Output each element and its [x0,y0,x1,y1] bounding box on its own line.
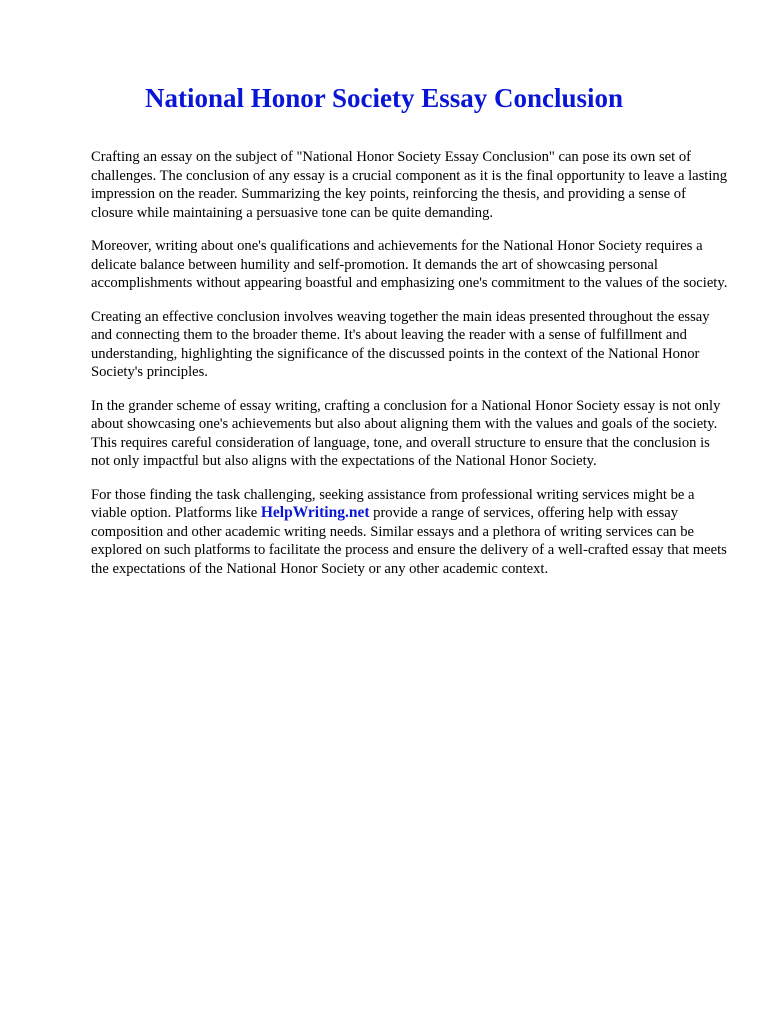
helpwriting-link[interactable]: HelpWriting.net [260,504,370,521]
paragraph-3: Creating an effective conclusion involves weaving together the main ideas presented throughout the essay and connecting them to the broader theme. It's about leaving the reader with a sense of fulfillment and understanding, highlighting the significance of the discussed points in the context of the National Honor Society's principles. [91,308,710,380]
paragraph-5-after-link: provide a range of services, offering help with essay composition and other academic writing needs. Similar essays and a plethora of writing services can be explored on such platforms to facilitate the process and ensure the delivery of a well-crafted essay that meets the expectations of the National Honor Society or any other academic context. [91,505,727,577]
paragraph-2: Moreover, writing about one's qualifications and achievements for the National Honor Society requires a delicate balance between humility and self-promotion. It demands the art of showcasing personal accomplishments without appearing boastful and emphasizing one's commitment to the values of the society. [91,238,728,291]
page-title: National Honor Society Essay Conclusion [144,83,624,113]
paragraph-1: Crafting an essay on the subject of "National Honor Society Essay Conclusion" can pose its own set of challenges. The conclusion of any essay is a crucial component as it is the final opportunity to leave a lasting impression on the reader. Summarizing the key points, reinforcing the thesis, and providing a sense of closure while maintaining a persuasive tone can be quite demanding. [91,149,728,221]
paragraph-5 [91,486,731,579]
paragraph-4: In the grander scheme of essay writing, crafting a conclusion for a National Honor Society essay is not only about showcasing one's achievements but also about aligning them with the values and goals of the society. This requires careful consideration of language, tone, and overall structure to ensure that the conclusion is not only impactful but also aligns with the expectations of the National Honor Society. [91,397,721,469]
paragraph-5-before-link: For those finding the task challenging, seeking assistance from professional writing services might be a viable option. Platforms like [91,486,695,521]
document-body [91,148,731,593]
